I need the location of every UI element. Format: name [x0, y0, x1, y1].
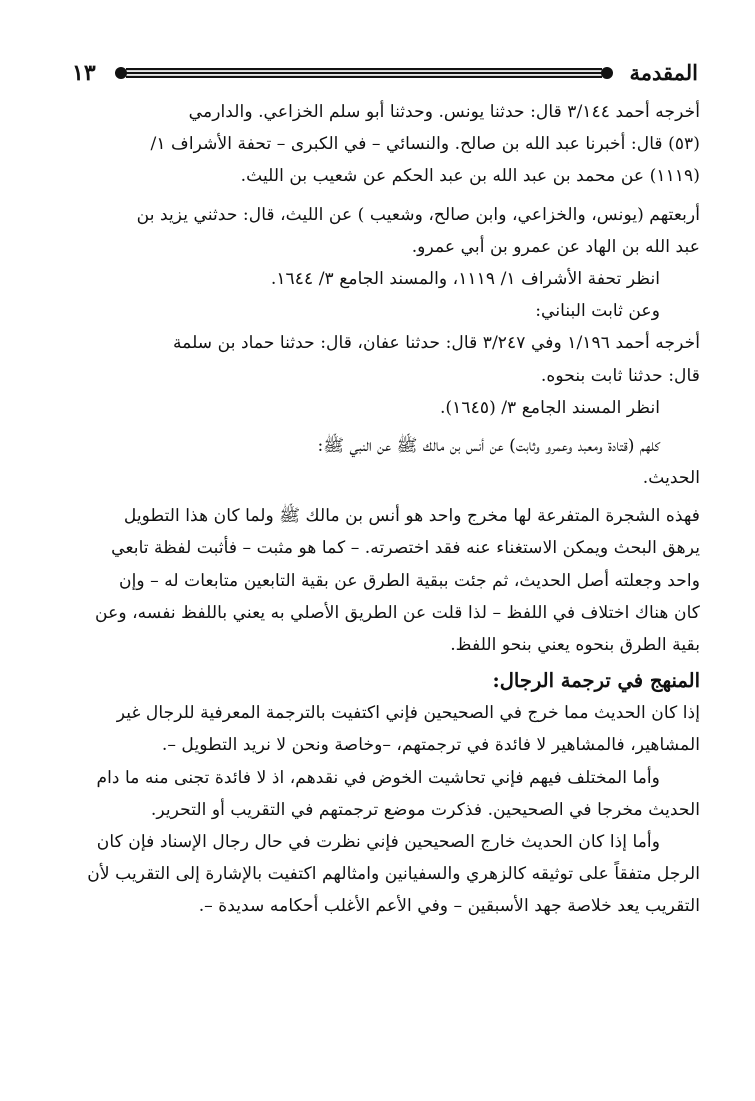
text-line: انظر المسند الجامع ٣/ (١٦٤٥). [439, 397, 660, 418]
text-line: انظر تحفة الأشراف ١/ ١١١٩، والمسند الجامع ٣/ ١٦٤٤. [270, 268, 660, 289]
text-line: وأما إذا كان الحديث خارج الصحيحين فإني نظرت في حال رجال الإسناد فإن كان [96, 831, 660, 852]
text-line: كلهم (قتادة ومعبد وعمرو وثابت) عن أنس بن مالك ﷺ عن النبي ﷺ: [317, 435, 660, 456]
header-ornamental-rule [114, 65, 614, 81]
text-line: أربعتهم (يونس، والخزاعي، وابن صالح، وشعيب ) عن الليث، قال: حدثني يزيد بن [136, 204, 700, 225]
text-line: واحد وجعلته أصل الحديث، ثم جئت ببقية الطرق عن بقية التابعين متابعات له – وإن [118, 570, 700, 591]
text-line: الحديث. [642, 468, 700, 489]
text-line: المشاهير، فالمشاهير لا فائدة في ترجمتهم، –وخاصة ونحن لا نريد التطويل –. [161, 735, 700, 756]
text-line: وأما المختلف فيهم فإني تحاشيت الخوض في نقدهم، اذ لا فائدة تجنى منه ما دام [96, 767, 660, 788]
text-line: يرهق البحث ويمكن الاستغناء عنه فقد اختصرته. – كما هو مثبت – فأثبت لفظة تابعي [111, 538, 700, 559]
text-line: التقريب يعد خلاصة جهد الأسبقين – وفي الأعم الأغلب أحكامه سديدة –. [198, 896, 700, 917]
text-line: إذا كان الحديث مما خرج في الصحيحين فإني اكتفيت بالترجمة المعرفية للرجال غير [116, 703, 700, 724]
text-line: (٥٣) قال: أخبرنا عبد الله بن صالح. والنسائي – في الكبرى – تحفة الأشراف ١/ [150, 134, 700, 155]
text-line: الرجل متفقاً على توثيقه كالزهري والسفيانين وامثالهم اكتفيت بالإشارة إلى التقريب لأن [87, 864, 700, 885]
text-line: الحديث مخرجا في الصحيحين. فذكرت موضع ترجمتهم في التقريب أو التحرير. [150, 799, 700, 820]
text-line: عبد الله بن الهاد عن عمرو بن أبي عمرو. [411, 236, 700, 257]
text-line: (١١١٩) عن محمد بن عبد الله بن عبد الحكم عن شعيب بن الليث. [240, 166, 700, 187]
text-line: بقية الطرق بنحوه يعني بنحو اللفظ. [450, 635, 700, 655]
page-header [72, 58, 698, 88]
text-line: أخرجه أحمد ١/١٩٦ وفي ٣/٢٤٧ قال: حدثنا عفان، قال: حدثنا حماد بن سلمة [172, 333, 700, 354]
text-line: كان هناك اختلاف في اللفظ – لذا قلت عن الطريق الأصلي به يعني باللفظ نفسه، وعن [95, 602, 700, 623]
section-title: المقدمة [629, 60, 698, 85]
ornament-rule-graphic [114, 65, 614, 81]
section-heading: المنهج في ترجمة الرجال: [492, 669, 700, 693]
body-text [72, 96, 700, 923]
text-line: وعن ثابت البناني: [535, 301, 660, 322]
text-line: قال: حدثنا ثابت بنحوه. [540, 365, 700, 386]
text-line: فهذه الشجرة المتفرعة لها مخرج واحد هو أنس بن مالك ﷺ ولما كان هذا التطويل [123, 506, 700, 527]
text-line: أخرجه أحمد ٣/١٤٤ قال: حدثنا يونس. وحدثنا أبو سلم الخزاعي. والدارمي [188, 102, 700, 122]
page-number: ١٣ [72, 60, 96, 86]
